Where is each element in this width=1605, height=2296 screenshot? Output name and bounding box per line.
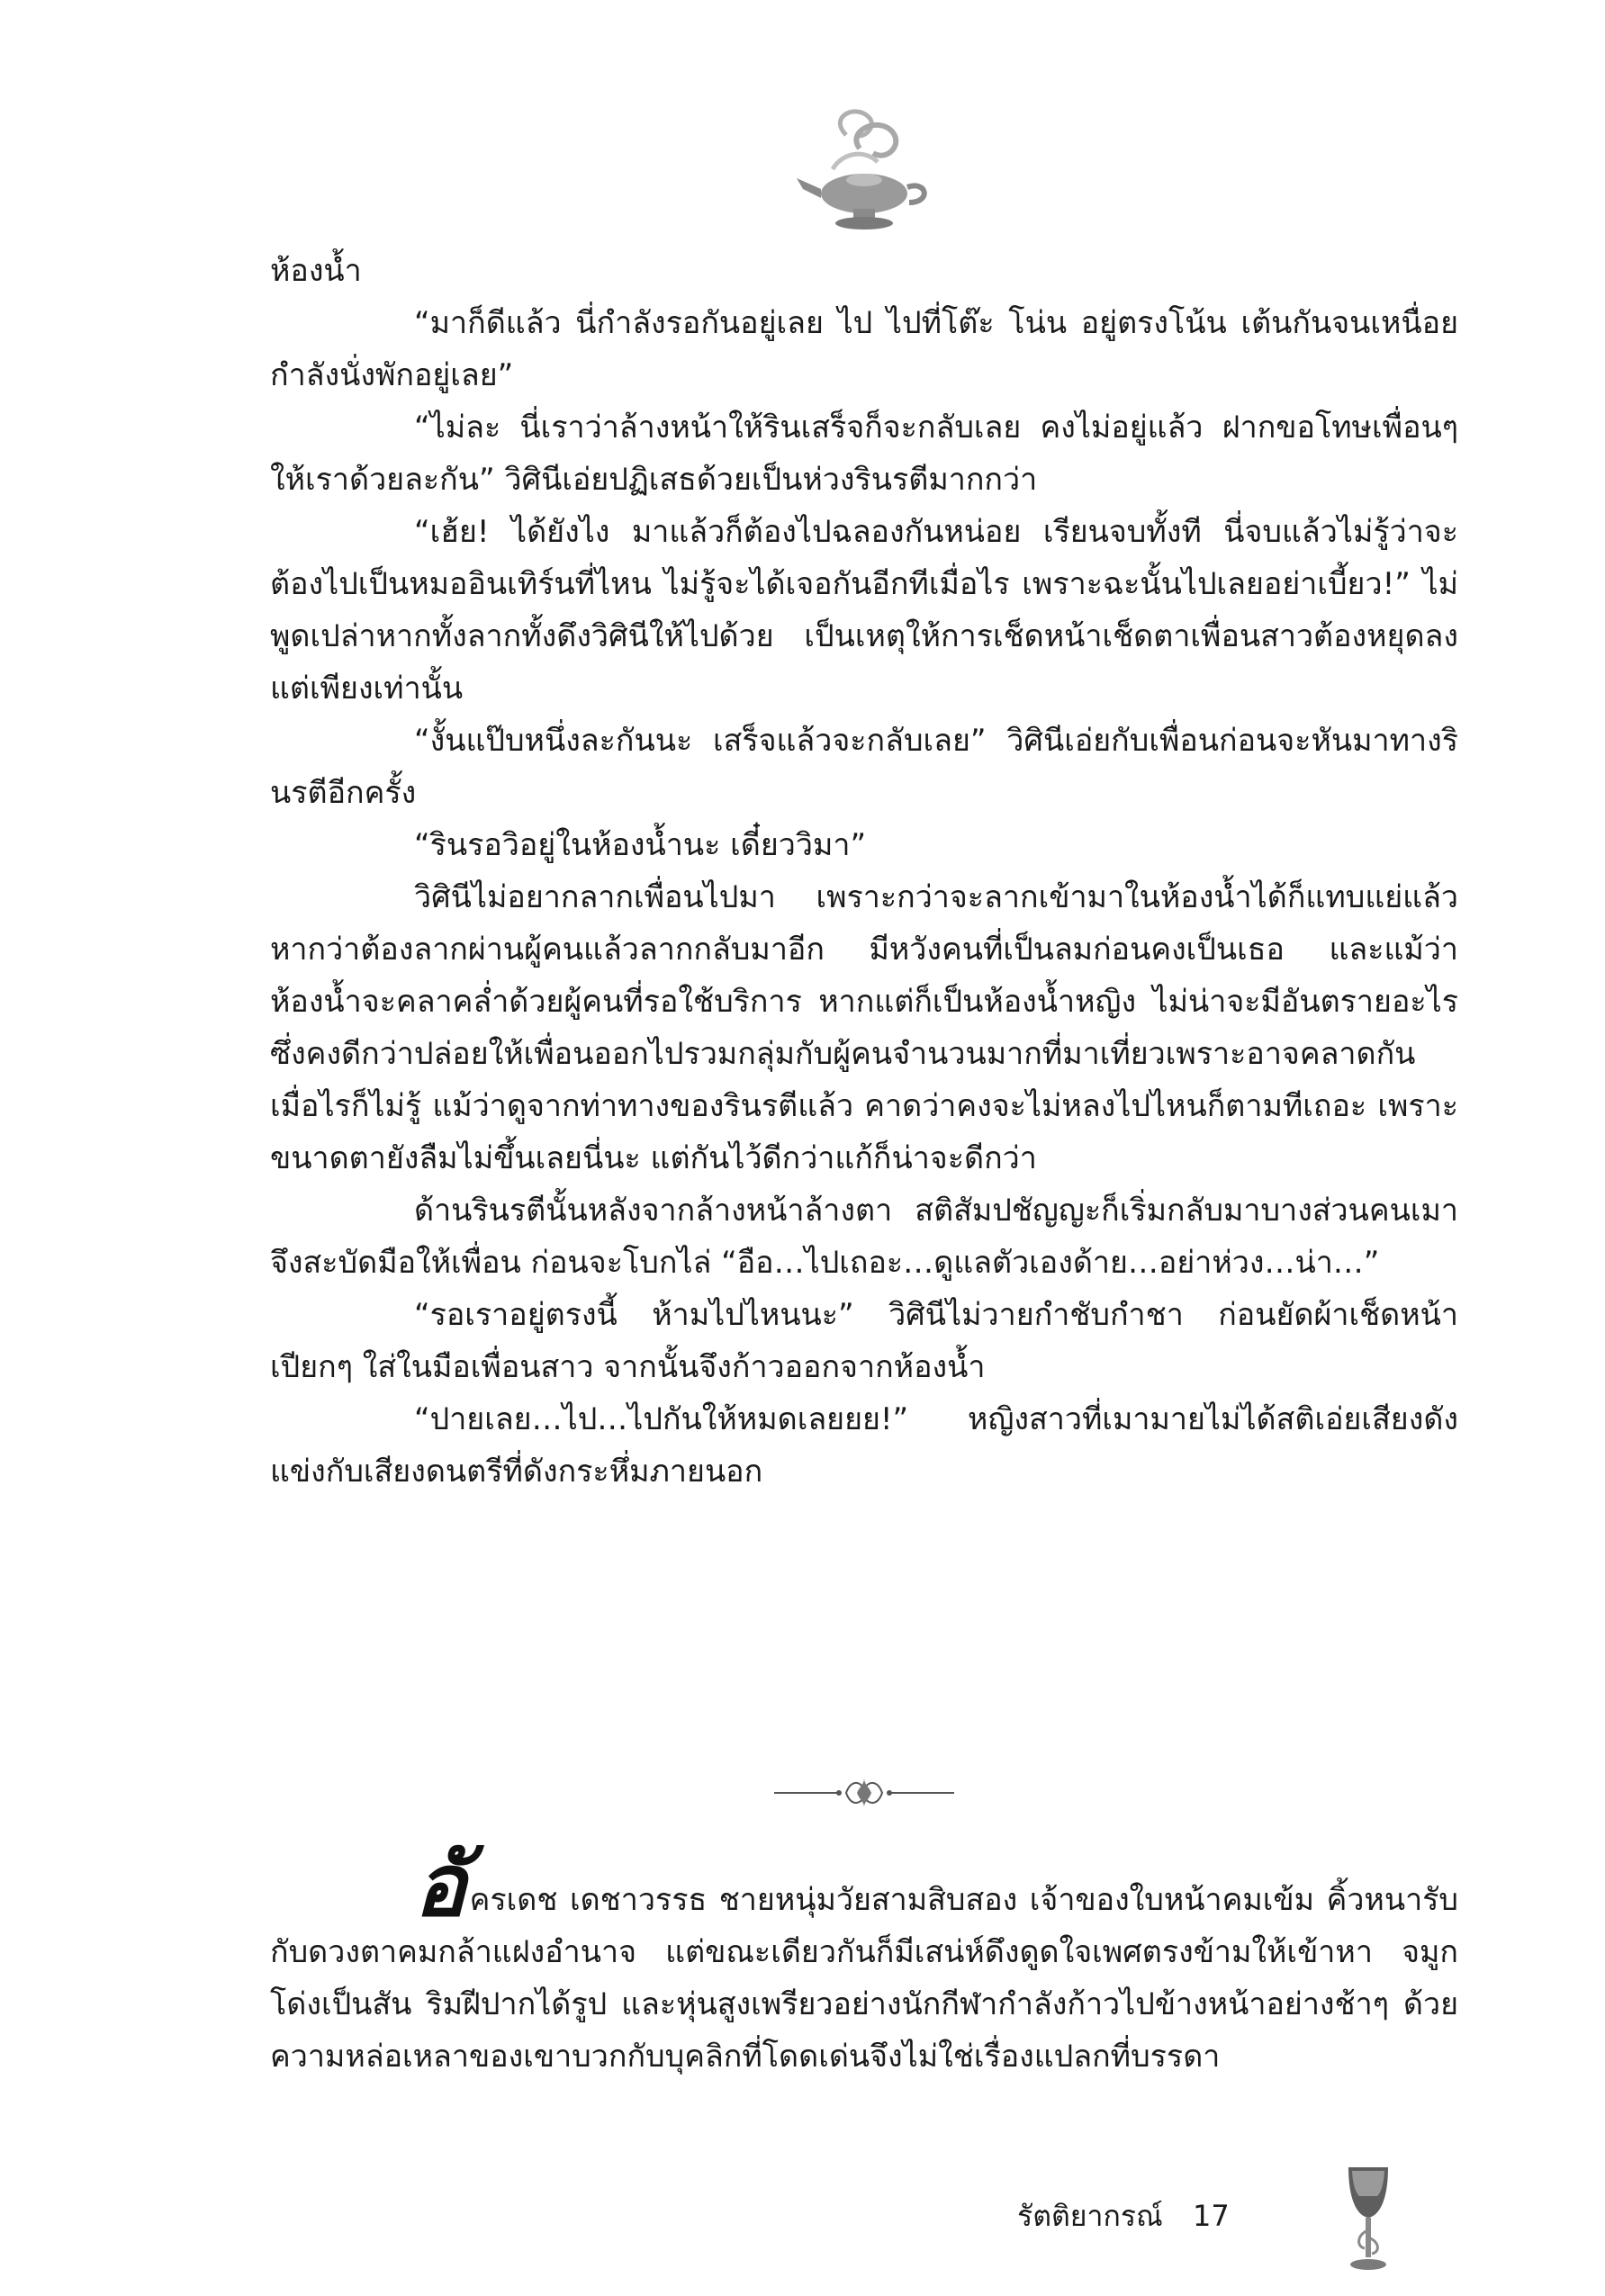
paragraph: “มาก็ดีแล้ว นี่กำลังรอกันอยู่เลย ไป ไปที่โต๊ะ โน่น อยู่ตรงโน้น เต้นกันจนเหนื่อย กำลังนั่งพักอยู่เลย” <box>270 305 1458 393</box>
chapter-section <box>270 1835 1458 2083</box>
page-footer <box>1017 2189 1287 2243</box>
paragraph: วิศินีไม่อยากลากเพื่อนไปมา เพราะกว่าจะลากเข้ามาในห้องน้ำได้ก็แทบแย่แล้ว หากว่าต้องลากผ่านผู้คนแล้วลากกลับมาอีก มีหวังคนที่เป็นลมก่อนคงเป็นเธอ และแม้ว่าห้องน้ำจะคลาคล่ำด้วยผู้คนที่รอใช้บริการ หากแต่ก็เป็นห้องน้ำหญิง ไม่น่าจะมีอันตรายอะไร ซึ่งคงดีกว่าปล่อยให้เพื่อนออกไปรวมกลุ่มกับผู้คนจำนวนมากที่มาเที่ยวเพราะอาจคลาดกันเมื่อไรก็ไม่รู้ แม้ว่าดูจากท่าทางของรินรตีแล้ว คาดว่าคงจะไม่หลงไปไหนก็ตามทีเถอะ เพราะขนาดตายังลืมไม่ขึ้นเลยนี่นะ แต่กันไว้ดีกว่าแก้ก็น่าจะดีกว่า <box>270 879 1458 1176</box>
wine-glass-icon <box>1341 2160 1395 2286</box>
paragraph: “ปายเลย…ไป…ไปกันให้หมดเลยยย!” หญิงสาวที่เมามายไม่ได้สติเอ่ยเสียงดังแข่งกับเสียงดนตรีที่ดังกระหึ่มภายนอก <box>270 1401 1458 1490</box>
paragraph: ด้านรินรตีนั้นหลังจากล้างหน้าล้างตา สติสัมปชัญญะก็เริ่มกลับมาบางส่วนคนเมาจึงสะบัดมือให้เพื่อน ก่อนจะโบกไล่ “อือ…ไปเถอะ…ดูแลตัวเองด้าย…อย่าห่วง…น่า…” <box>270 1193 1458 1281</box>
page-number: 17 <box>1193 2199 1230 2233</box>
paragraph: “เฮ้ย! ได้ยังไง มาแล้วก็ต้องไปฉลองกันหน่อย เรียนจบทั้งที นี่จบแล้วไม่รู้ว่าจะต้องไปเป็นหมออินเทิร์นที่ไหน ไม่รู้จะได้เจอกันอีกทีเมื่อไร เพราะฉะนั้นไปเลยอย่าเบี้ยว!” ไม่พูดเปล่าหากทั้งลากทั้งดึงวิศินีให้ไปด้วย เป็นเหตุให้การเช็ดหน้าเช็ดตาเพื่อนสาวต้องหยุดลงแต่เพียงเท่านั้น <box>270 514 1458 707</box>
drop-cap: อั <box>414 1835 466 1936</box>
book-title: รัตติยากรณ์ <box>1017 2199 1163 2233</box>
paragraph: “รินรอวิอยู่ในห้องน้ำนะ เดี๋ยววิมา” <box>414 827 867 863</box>
floral-divider-icon <box>774 1773 954 1813</box>
oil-lamp-icon <box>792 99 936 243</box>
paragraph: ห้องน้ำ <box>270 253 362 289</box>
paragraph: “รอเราอยู่ตรงนี้ ห้ามไปไหนนะ” วิศินีไม่วายกำชับกำชา ก่อนยัดผ้าเช็ดหน้าเปียกๆ ใส่ในมือเพื่อนสาว จากนั้นจึงก้าวออกจากห้องน้ำ <box>270 1297 1458 1385</box>
paragraph: “งั้นแป๊บหนึ่งละกันนะ เสร็จแล้วจะกลับเลย” วิศินีเอ่ยกับเพื่อนก่อนจะหันมาทางรินรตีอีกครั้ง <box>270 723 1458 811</box>
paragraph-text: ครเดช เดชาวรรธ ชายหนุ่มวัยสามสิบสอง เจ้าของใบหน้าคมเข้ม คิ้วหนารับกับดวงตาคมกล้าแฝงอำนาจ แต่ขณะเดียวกันก็มีเสน่ห์ดึงดูดใจเพศตรงข้ามให้เข้าหา จมูกโด่งเป็นสัน ริมฝีปากได้รูป และหุ่นสูงเพรียวอย่างนักกีฬากำลังก้าวไปข้างหน้าอย่างช้าๆ ด้วยความหล่อเหลาของเขาบวกกับบุคลิกที่โดดเด่นจึงไม่ใช่เรื่องแปลกที่บรรดา <box>270 1882 1458 2075</box>
body-text <box>270 245 1458 1498</box>
paragraph <box>270 1835 1458 2083</box>
paragraph: “ไม่ละ นี่เราว่าล้างหน้าให้รินเสร็จก็จะกลับเลย คงไม่อยู่แล้ว ฝากขอโทษเพื่อนๆ ให้เราด้วยละกัน” วิศินีเอ่ยปฏิเสธด้วยเป็นห่วงรินรตีมากกว่า <box>270 410 1458 498</box>
